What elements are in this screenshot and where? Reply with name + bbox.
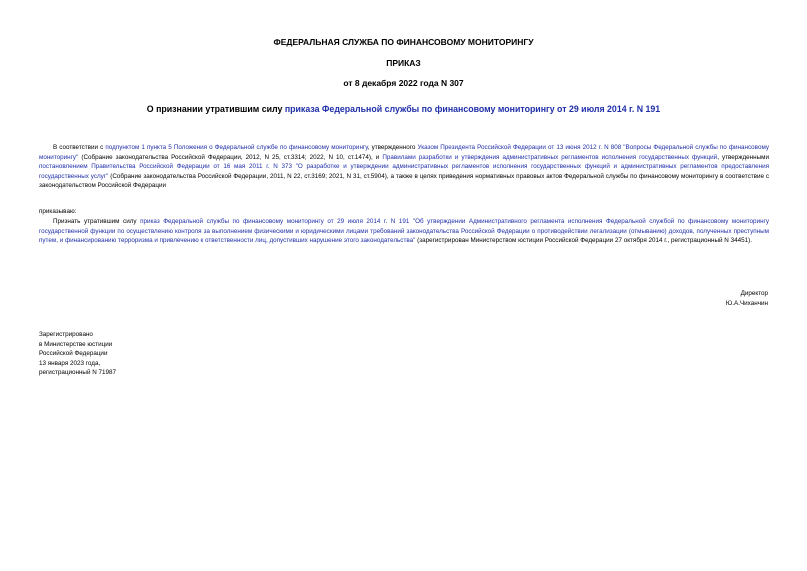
link-presidential-decree[interactable]: Указом Президента Российской Федерации от 13 июня 2012 г. N 808 "Вопросы Федеральной службы по финансовому мониторингу" [39, 144, 770, 161]
decision-text-1: Признать утратившим силу [53, 218, 141, 225]
registration-line: регистрационный N 71987 [39, 369, 117, 377]
preamble-text-4: , утвержденными [717, 153, 769, 161]
link-regulation-subpoint[interactable]: подпунктом 1 пункта 5 Положения о Федеральной службе по финансовому мониторингу [105, 144, 368, 151]
preamble-text-5: (Собрание законодательства Российской Федерации, 2011, N 22, ст.3169; 2021, N 31, ст.5904), а также в целях приведения нормативных правовых актов Федеральной службы по финансовому мониторингу в соответствие с законодательством Российской Федерации [39, 172, 769, 190]
preamble-paragraph [39, 143, 769, 191]
registration-line: 13 января 2023 года, [39, 359, 101, 367]
preamble-text-3: (Собрание законодательства Российской Федерации, 2012, N 25, ст.3314; 2022, N 10, ст.1474), и [78, 153, 383, 161]
document-date-number: от 8 декабря 2022 года N 307 [343, 78, 464, 88]
order-word: приказываю: [39, 208, 77, 215]
signer-name: Ю.А.Чиханчин [725, 299, 768, 307]
link-government-resolution[interactable]: постановлением Правительства Российской Федерации от 16 мая 2011 г. N 373 "О разработке и утверждении административных регламентов исполнения государственных функций и административных регламентов предоставления государственных услуг" [39, 163, 769, 180]
decision-text-2: (зарегистрирован Министерством юстиции Российской Федерации 27 октября 2014 г., регистрационный N 34451). [415, 237, 752, 245]
decision-paragraph [39, 217, 769, 246]
link-revoked-order[interactable]: приказ Федеральной службы по финансовому мониторингу от 29 июля 2014 г. N 191 "Об утверждении Административного регламента исполнения Федеральной службой по финансовому мониторингу государственной функции по осуществлению контроля за выполнением физическими и юридическими лицами требований законодательства Российской Федерации о противодействии легализации (отмыванию) доходов, полученных преступным путем, и финансированию терроризма и привлечению к ответственности лиц, допустивших нарушение этого законодательства" [39, 218, 770, 245]
preamble-text-2: , утвержденного [367, 144, 418, 151]
registration-block [39, 330, 116, 378]
preamble-text-1: В соответствии с [53, 144, 106, 151]
registration-line: в Министерстве юстиции [39, 340, 113, 348]
subject-prefix: О признании утратившим силу [146, 104, 285, 114]
registration-line: Зарегистрировано [39, 331, 93, 338]
document-type: ПРИКАЗ [386, 58, 421, 68]
document-subject [0, 104, 807, 114]
registration-line: Российской Федерации [39, 350, 108, 358]
subject-link[interactable]: приказа Федеральной службы по финансовому мониторингу от 29 июля 2014 г. N 191 [284, 104, 661, 114]
signature-block [726, 289, 768, 308]
signer-position: Директор [740, 290, 768, 297]
link-regulation-rules[interactable]: Правилами разработки и утверждения административных регламентов исполнения государственных функций [382, 153, 718, 161]
agency-title: ФЕДЕРАЛЬНАЯ СЛУЖБА ПО ФИНАНСОВОМУ МОНИТОРИНГУ [273, 37, 534, 47]
